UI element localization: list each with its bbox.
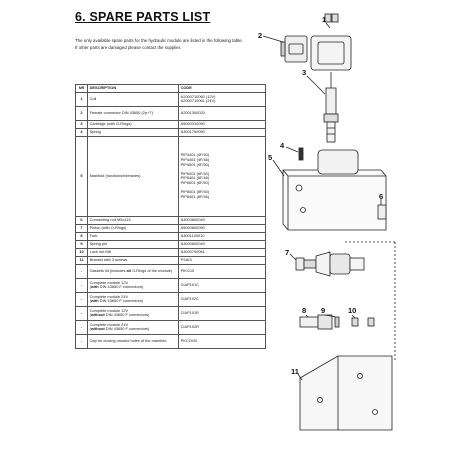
label-connector: 2 [258, 31, 263, 40]
part-description: Spring pin [88, 240, 179, 248]
part-description: Gaskets kit (includes all O-Rings of the module) [88, 264, 179, 278]
part-description: Complete module 24V (with DIN 43650 F connectors) [88, 292, 179, 306]
part-description: Fork [88, 232, 179, 240]
label-piston: 7 [285, 248, 290, 257]
part-code: CIAP102C [179, 292, 266, 306]
part-code: A5000310050 [179, 120, 266, 128]
coil-drawing [311, 14, 351, 70]
part-code: CIAP101C [179, 278, 266, 292]
part-description: Complete module 24V (without DIN 43650 F connectors) [88, 320, 179, 334]
label-cartridge: 3 [302, 68, 307, 77]
part-number: - [76, 334, 88, 348]
part-number: - [76, 264, 88, 278]
fork-drawing [300, 315, 332, 329]
part-code: A5000800050 [179, 224, 266, 232]
part-description: Female connector DIN 43650 (2p+T) [88, 106, 179, 120]
part-description: Complete module 12V (with DIN 43650 F connectors) [88, 278, 179, 292]
part-number: 2 [76, 106, 88, 120]
bracket-drawing [300, 356, 392, 430]
part-code: A2000710060 (12V) A2000710061 (24V) [179, 92, 266, 106]
part-number: 1 [76, 92, 88, 106]
part-code: CIAP102R [179, 320, 266, 334]
label-nut: 10 [348, 306, 357, 315]
part-code: PKCCM3 [179, 334, 266, 348]
part-number: 11 [76, 256, 88, 264]
intro-line-2: If other parts are damaged please contact the supplier. [75, 44, 182, 50]
part-description: Spring [88, 128, 179, 136]
piston-drawing [296, 252, 364, 276]
part-number: - [76, 320, 88, 334]
cartridge-drawing [324, 72, 338, 142]
part-code: CIAP101R [179, 306, 266, 320]
part-number: 3 [76, 120, 88, 128]
part-description: Connecting rod M5x115 [88, 216, 179, 224]
part-number: 10 [76, 248, 88, 256]
part-code: A2001300020 [179, 106, 266, 120]
connector-drawing [281, 36, 307, 62]
part-code: PSAI3 [179, 256, 266, 264]
part-code: A3000700061 [179, 248, 266, 256]
label-coil: 1 [322, 15, 327, 24]
part-number: 8 [76, 232, 88, 240]
header-nr: NR [76, 85, 88, 93]
page-title: 6. SPARE PARTS LIST [75, 10, 211, 24]
label-bracket: 11 [291, 367, 299, 376]
part-code: A3001100010 [179, 232, 266, 240]
part-description: Complete module 12V (without DIN 43650 F connectors) [88, 306, 179, 320]
intro-line-1: The only available spare parts for the hydraulic module are listed in the following table. [75, 38, 243, 43]
part-description: Manifold (functions/interaxes) [88, 136, 179, 216]
label-spring: 4 [280, 141, 285, 150]
part-code: PIKG10 [179, 264, 266, 278]
part-description: Bracket with 3 screws [88, 256, 179, 264]
part-number: 4 [76, 128, 88, 136]
manifold-drawing [283, 150, 386, 230]
part-code: A3000600040 [179, 240, 266, 248]
part-number: 7 [76, 224, 88, 232]
part-number: - [76, 292, 88, 306]
part-description: Piston (with O-Rings) [88, 224, 179, 232]
part-description: Cap for closing unused holes of the manifold [88, 334, 179, 348]
header-description: DESCRIPTION [88, 85, 179, 93]
part-code: PIP4401 (4F/40) PIP4461 (4F/46) PIP4501 (4F/50) PIP6401 (6F/40) PIP6461 (6F/46) PIP6501 (6F/50) PIP8401 (8F/40) PIP8461 (8F/46) [179, 136, 266, 216]
nut-drawing [352, 318, 374, 326]
label-rod: 6 [379, 192, 384, 201]
part-code: A3001750050 [179, 128, 266, 136]
label-fork: 8 [302, 306, 307, 315]
part-number: 9 [76, 240, 88, 248]
part-number: - [76, 306, 88, 320]
spring-drawing [299, 148, 303, 160]
part-number: - [76, 278, 88, 292]
label-manifold: 5 [268, 153, 273, 162]
pin-drawing [335, 317, 339, 327]
part-number: 6 [76, 216, 88, 224]
part-description: Lock nut M8 [88, 248, 179, 256]
part-number: 5 [76, 136, 88, 216]
label-pin: 9 [321, 306, 326, 315]
part-description: Cartridge (with O-Rings) [88, 120, 179, 128]
part-code: A3003800040 [179, 216, 266, 224]
header-code: CODE [179, 85, 266, 93]
part-description: Coil [88, 92, 179, 106]
